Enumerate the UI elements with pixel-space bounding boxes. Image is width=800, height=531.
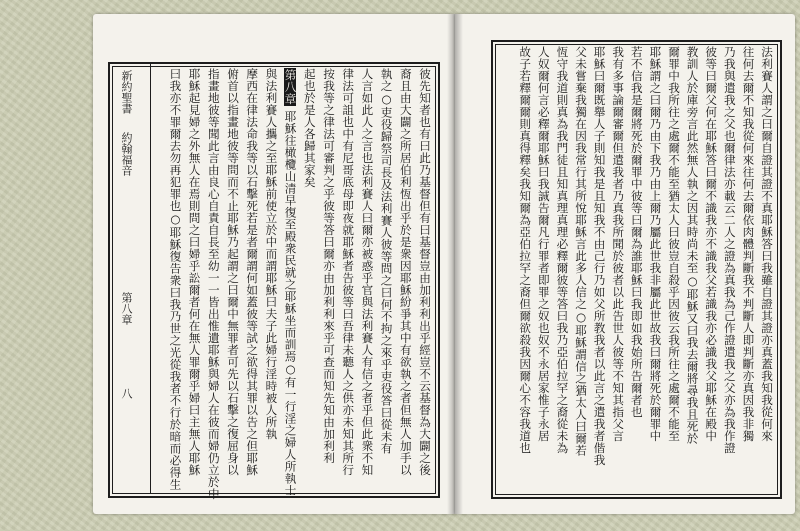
text-column: 彼等曰爾父何在耶穌答曰爾不識我亦不識我父若識我亦必識我父耶穌在殿中 (704, 46, 719, 442)
book-spine (447, 14, 463, 514)
chapter-text: 耶穌往橄欖山清早復至殿衆民就之耶穌坐而訓焉○有一行淫之婦人所執士 (283, 106, 298, 497)
text-column: 曰我亦不罪爾去勿再犯罪也○耶穌復告衆曰我乃世之光從我者不行於暗而必得生 (168, 68, 183, 491)
text-column: 人言如此人之言也法利賽人曰爾亦被惑乎官與法利賽人有信之者乎但此衆不知 (360, 68, 375, 476)
text-column: 耶穌謂之曰爾乃由下我乃由上爾乃屬此世我非屬此世故我曰爾將死於爾罪中 (648, 46, 663, 442)
page-header-band (112, 62, 151, 494)
text-column: 故子若釋爾爾則真得釋矣我知爾為亞伯拉罕之裔但爾欲殺我因爾心不容我道也 (518, 46, 533, 454)
text-column: 摩西在律法命我等以石擊死若是者爾謂何如蓋彼等試之欲得其罪以告之但耶穌 (245, 68, 260, 476)
chapter-label: 第八章 (120, 292, 133, 325)
page-number: 八 (120, 388, 133, 399)
text-column: 俯首以指畫地彼等問而不止耶穌乃起謂之曰爾中無罪者可先以石擊之復屈身以 (226, 68, 240, 476)
text-column: 耶穌起見婦之外無人在焉則問之曰婦乎訟爾者何在無人罪爾乎婦曰主無人耶穌 (187, 68, 202, 476)
text-column: 與法利賽人攜之至耶穌前使立於中而謂耶穌曰夫子此婦行淫時被人所執 (264, 68, 279, 440)
chapter-heading: 第八章 (283, 69, 298, 105)
text-column: 往何去爾不知我從何來往何去爾依肉體判斷我不判斷人即判斷亦真因我非獨 (741, 46, 756, 442)
text-column: 法利賽人謂之曰爾自證其證不真耶穌答曰我雖自證其證亦真蓋我知我從何來 (760, 46, 774, 442)
text-column: 爾罪中我所往之處爾不能至猶太人曰彼豈自殺乎因彼云我所往之處爾不能至 (667, 46, 681, 442)
text-column: 按我等之律法可審判之乎彼等答曰爾亦由加利利來乎可查而知先知由加利利 (322, 68, 336, 464)
text-column: 律法可詛也中有尼哥底母即夜就耶穌者告彼等曰吾律未聽人之供亦未知其所行 (341, 68, 356, 476)
text-column: 恆守我道則真為我門徒且知真理真理必釋爾彼等答曰我乃亞伯拉罕之裔從未為 (555, 46, 570, 454)
text-column: 彼先知者也有曰此乃基督但有曰基督豈由加利利出乎經豈不云基督為大闢之後 (418, 68, 432, 476)
text-column: 起也於是人各歸其家矣 (302, 68, 317, 188)
text-column: 人奴爾何言必釋爾耶穌曰我誠告爾凡行罪者即罪之奴也奴不永居家惟子永居 (536, 46, 551, 442)
text-column: 指畫地彼等聞此言由良心自責自長至幼一一皆出惟遺耶穌與婦人在彼而婦仍立於中 (206, 68, 221, 500)
text-column: 裔且由大闢之所居伯利恆出乎於是衆因耶穌紛爭其中有欲執之者但無人加手以 (398, 68, 413, 476)
text-column: 若不信我是爾將死於爾罪中彼等曰爾為誰耶穌曰我即如我始所告爾者也 (629, 46, 644, 418)
text-column: 父未嘗棄我獨在因我常行其所悅耶穌言此多人信之○耶穌謂信之猶太人曰爾若 (574, 46, 588, 457)
book-title: 新約聖書 (120, 70, 133, 114)
text-column: 耶穌曰爾既舉人子則知我是且知我不由己行乃如父所教我者以此言之遣我者偕我 (592, 46, 607, 466)
section-title: 約翰福音 (120, 132, 133, 176)
text-column: 執之○吏役歸祭司長及法利賽人彼等問之曰何不拘之來乎吏役答曰從未有 (379, 68, 394, 455)
text-column: 教訓人於庫旁言此然無人執之因其時尚未至○耶穌又曰我去爾將尋我且死於 (685, 46, 700, 445)
text-column (282, 68, 298, 497)
text-column: 我有多事論爾審爾但遣我者乃真我所聞於彼者以此告世人彼等不知其指父言 (611, 46, 626, 442)
text-column: 乃我與遣我之父也爾律法亦載云二人之證為真我為己作證遣我之父亦為我作證 (722, 46, 737, 454)
